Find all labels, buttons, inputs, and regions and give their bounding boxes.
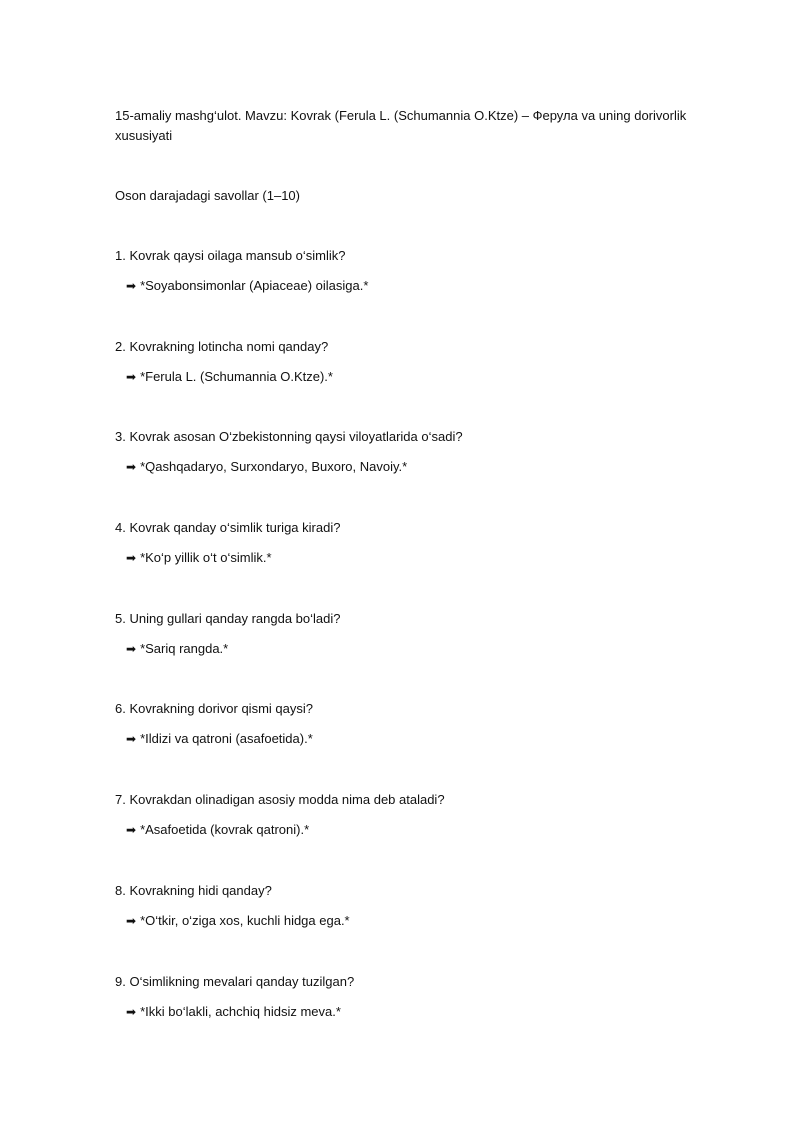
answer-3: [126, 457, 715, 477]
answer-text: *Soyabonsimonlar (Apiaceae) oilasiga.*: [140, 278, 369, 293]
answer-5: [126, 639, 715, 659]
question-5: 5. Uning gullari qanday rangda bo‘ladi?: [115, 611, 341, 626]
arrow-right-icon: ➡: [126, 914, 137, 928]
arrow-right-icon: ➡: [126, 732, 137, 746]
answer-2: [126, 367, 715, 387]
arrow-right-icon: ➡: [126, 370, 137, 384]
answer-text: *Ikki bo‘lakli, achchiq hidsiz meva.*: [140, 1004, 341, 1019]
question-7: 7. Kovrakdan olinadigan asosiy modda nima deb ataladi?: [115, 792, 445, 807]
answer-text: *Ko‘p yillik o‘t o‘simlik.*: [140, 550, 272, 565]
question-4: 4. Kovrak qanday o‘simlik turiga kiradi?: [115, 520, 341, 535]
document-title: 15-amaliy mashg‘ulot. Mavzu: Kovrak (Ferula L. (Schumannia O.Ktze) – Ферула va uning dorivorlik xususiyati: [115, 108, 687, 143]
answer-6: [126, 729, 715, 749]
answer-9: [126, 1002, 715, 1022]
qa-item-1: [115, 246, 715, 296]
arrow-right-icon: ➡: [126, 823, 137, 837]
question-6: 6. Kovrakning dorivor qismi qaysi?: [115, 701, 313, 716]
qa-item-2: [115, 337, 715, 387]
qa-item-3: [115, 427, 715, 477]
question-9: 9. O‘simlikning mevalari qanday tuzilgan?: [115, 974, 355, 989]
answer-8: [126, 911, 715, 931]
answer-7: [126, 820, 715, 840]
qa-item-8: [115, 881, 715, 931]
answer-text: *Ildizi va qatroni (asafoetida).*: [140, 731, 313, 746]
arrow-right-icon: ➡: [126, 551, 137, 565]
section-heading: Oson darajadagi savollar (1–10): [115, 188, 300, 203]
arrow-right-icon: ➡: [126, 1005, 137, 1019]
qa-item-9: [115, 972, 715, 1022]
answer-text: *Qashqadaryo, Surxondaryo, Buxoro, Navoiy.*: [140, 459, 408, 474]
answer-text: *O‘tkir, o‘ziga xos, kuchli hidga ega.*: [140, 913, 350, 928]
question-8: 8. Kovrakning hidi qanday?: [115, 883, 272, 898]
answer-text: *Ferula L. (Schumannia O.Ktze).*: [140, 369, 333, 384]
question-3: 3. Kovrak asosan O‘zbekistonning qaysi viloyatlarida o‘sadi?: [115, 429, 463, 444]
qa-item-6: [115, 699, 715, 749]
answer-1: [126, 276, 715, 296]
arrow-right-icon: ➡: [126, 279, 137, 293]
qa-item-4: [115, 518, 715, 568]
arrow-right-icon: ➡: [126, 460, 137, 474]
question-1: 1. Kovrak qaysi oilaga mansub o‘simlik?: [115, 248, 346, 263]
arrow-right-icon: ➡: [126, 642, 137, 656]
answer-text: *Sariq rangda.*: [140, 641, 229, 656]
answer-4: [126, 548, 715, 568]
answer-text: *Asafoetida (kovrak qatroni).*: [140, 822, 310, 837]
qa-item-7: [115, 790, 715, 840]
question-2: 2. Kovrakning lotincha nomi qanday?: [115, 339, 329, 354]
qa-item-5: [115, 609, 715, 659]
